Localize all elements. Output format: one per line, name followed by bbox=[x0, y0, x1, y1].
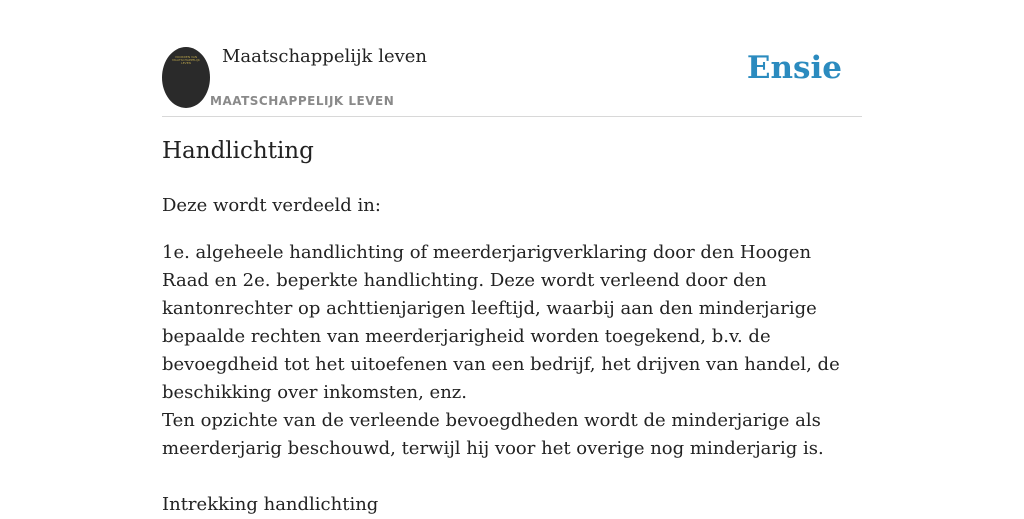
article-body bbox=[162, 138, 862, 515]
article-subheading: Intrekking handlichting bbox=[162, 494, 379, 515]
publication-tag[interactable]: MAATSCHAPPELIJK LEVEN bbox=[210, 94, 395, 108]
article-paragraph: Ten opzichte van de verleende bevoegdheden wordt de minderjarige als meerderjarig beschouwd, terwijl hij voor het overige nog minderjarig is. bbox=[162, 410, 824, 459]
ensie-logo-link[interactable]: Ensie bbox=[746, 50, 842, 86]
publication-name[interactable]: Maatschappelijk leven bbox=[222, 46, 428, 67]
avatar-logo-text: VOORDEN VAN MAATSCHAPPELIJK LEVEN bbox=[172, 55, 200, 65]
publication-header bbox=[162, 0, 862, 117]
avatar[interactable] bbox=[162, 47, 210, 108]
article-intro: Deze wordt verdeeld in: bbox=[162, 195, 381, 216]
article-title: Handlichting bbox=[162, 138, 314, 164]
article-paragraph: 1e. algeheele handlichting of meerderjarigverklaring door den Hoogen Raad en 2e. beperkte handlichting. Deze wordt verleend door den kantonrechter op achttienjarigen leeftijd, waarbij aan den minderjarige bepaalde rechten van meerderjarigheid worden toegekend, b.v. de bevoegdheid tot het uitoefenen van een bedrijf, het drijven van handel, de beschikking over inkomsten, enz. bbox=[162, 242, 840, 403]
